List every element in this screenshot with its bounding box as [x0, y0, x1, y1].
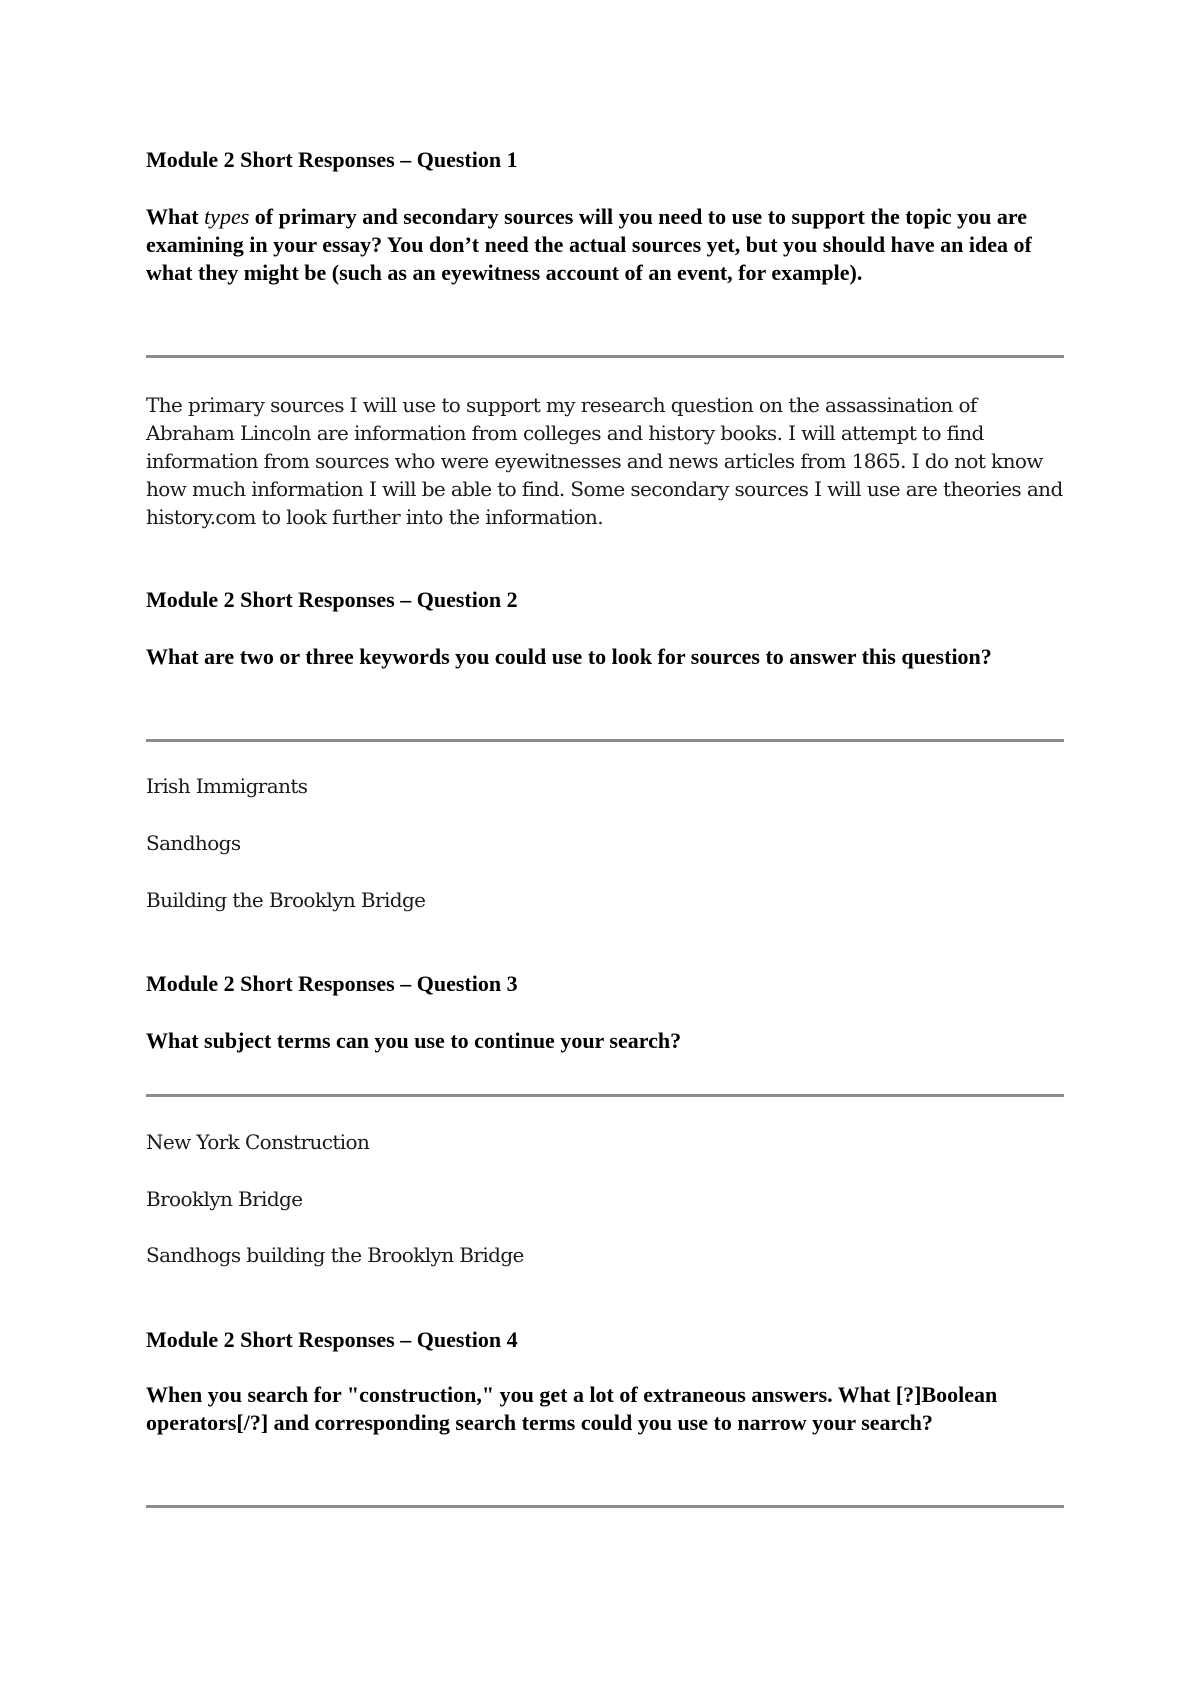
question-1-answer: The primary sources I will use to support my research question on the assassination of Abraham Lincoln are information from colleges and history books. I will attempt to find information from sources who were eyewitnesses and news articles from 1865. I do not know how much information I will be able to find. Some secondary sources I will use are theories and history.com to look further into the information.	[146, 393, 1063, 529]
question-3-divider	[146, 1094, 1064, 1097]
question-3-answer-2-block	[146, 1185, 1066, 1213]
question-2-prompt-block	[146, 643, 1066, 671]
question-4-prompt: When you search for "construction," you get a lot of extraneous answers. What [?]Boolean operators[/?] and corresponding search terms could you use to narrow your search?	[146, 1382, 998, 1435]
question-1-prompt-block	[146, 203, 1066, 287]
question-2-answer-1-block	[146, 772, 1066, 800]
question-2-answer-3-block	[146, 886, 1066, 914]
question-2-heading-block	[146, 586, 1066, 614]
question-3-answer-3-block	[146, 1241, 1066, 1269]
question-2-answer-1: Irish Immigrants	[146, 774, 308, 798]
question-3-answer-3: Sandhogs building the Brooklyn Bridge	[146, 1243, 524, 1267]
question-1-prompt-italic: types	[204, 204, 250, 229]
question-2-heading: Module 2 Short Responses – Question 2	[146, 587, 518, 612]
question-3-prompt: What subject terms can you use to continue your search?	[146, 1028, 682, 1053]
question-1-heading: Module 2 Short Responses – Question 1	[146, 147, 518, 172]
question-2-prompt: What are two or three keywords you could use to look for sources to answer this question?	[146, 644, 992, 669]
question-3-answer-1-block	[146, 1128, 1066, 1156]
question-1-prompt-start: What	[146, 204, 205, 229]
question-1-answer-block	[146, 391, 1066, 531]
question-1-prompt	[146, 203, 1066, 287]
question-1-prompt-end: of primary and secondary sources will you need to use to support the topic you are examining in your essay? You don’t need the actual sources yet, but you should have an idea of what they might be (such as an eyewitness account of an event, for example).	[146, 204, 1032, 285]
question-3-answer-1: New York Construction	[146, 1130, 370, 1154]
question-1-divider	[146, 355, 1064, 358]
question-1-heading-block	[146, 146, 1066, 174]
question-4-heading: Module 2 Short Responses – Question 4	[146, 1327, 518, 1352]
question-4-prompt-block	[146, 1381, 1066, 1437]
question-3-heading: Module 2 Short Responses – Question 3	[146, 971, 518, 996]
question-3-answer-2: Brooklyn Bridge	[146, 1187, 303, 1211]
question-2-divider	[146, 739, 1064, 742]
question-3-heading-block	[146, 970, 1066, 998]
question-3-prompt-block	[146, 1027, 1066, 1055]
question-2-answer-2: Sandhogs	[146, 831, 241, 855]
question-4-divider	[146, 1505, 1064, 1508]
question-4-heading-block	[146, 1326, 1066, 1354]
question-2-answer-3: Building the Brooklyn Bridge	[146, 888, 426, 912]
question-2-answer-2-block	[146, 829, 1066, 857]
